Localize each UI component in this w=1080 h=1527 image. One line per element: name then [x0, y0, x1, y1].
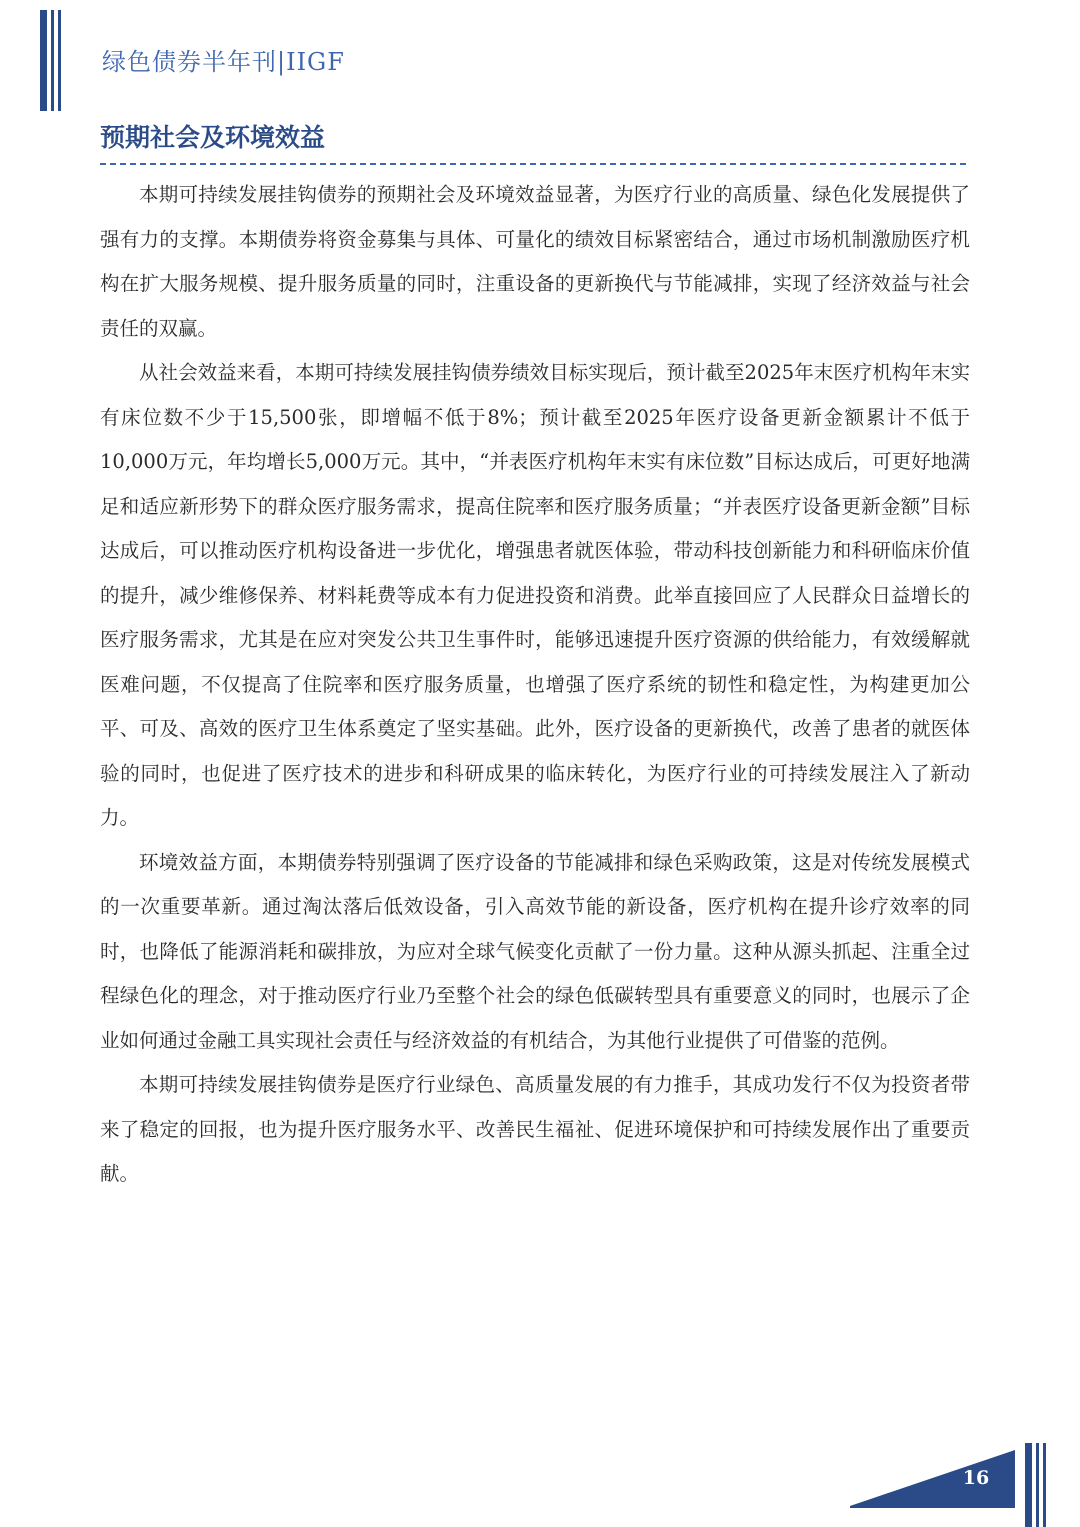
decoration-bar	[1036, 1443, 1039, 1527]
decoration-bar	[1025, 1443, 1032, 1527]
footer-decoration-bars	[1025, 1443, 1046, 1527]
heading-divider	[100, 163, 966, 165]
article-body	[100, 173, 970, 1197]
paragraph: 本期可持续发展挂钩债券的预期社会及环境效益显著，为医疗行业的高质量、绿色化发展提供了强有力的支撑。本期债券将资金募集与具体、可量化的绩效目标紧密结合，通过市场机制激励医疗机构在扩大服务规模、提升服务质量的同时，注重设备的更新换代与节能减排，实现了经济效益与社会责任的双赢。	[100, 183, 970, 340]
page-number: 16	[962, 1467, 990, 1489]
paragraph: 环境效益方面，本期债券特别强调了医疗设备的节能减排和绿色采购政策，这是对传统发展模式的一次重要革新。通过淘汰落后低效设备，引入高效节能的新设备，医疗机构在提升诊疗效率的同时，也降低了能源消耗和碳排放，为应对全球气候变化贡献了一份力量。这种从源头抓起、注重全过程绿色化的理念，对于推动医疗行业乃至整个社会的绿色低碳转型具有重要意义的同时，也展示了企业如何通过金融工具实现社会责任与经济效益的有机结合，为其他行业提供了可借鉴的范例。	[100, 850, 970, 1052]
paragraph: 从社会效益来看，本期可持续发展挂钩债券绩效目标实现后，预计截至2025年末医疗机构年末实有床位数不少于15,500张，即增幅不低于8%；预计截至2025年医疗设备更新金额累计不低于10,000万元，年均增长5,000万元。其中，“并表医疗机构年末实有床位数”目标达成后，可更好地满足和适应新形势下的群众医疗服务需求，提高住院率和医疗服务质量；“并表医疗设备更新金额”目标达成后，可以推动医疗机构设备进一步优化，增强患者就医体验，带动科技创新能力和科研临床价值的提升，减少维修保养、材料耗费等成本有力促进投资和消费。此举直接回应了人民群众日益增长的医疗服务需求，尤其是在应对突发公共卫生事件时，能够迅速提升医疗资源的供给能力，有效缓解就医难问题，不仅提高了住院率和医疗服务质量，也增强了医疗系统的韧性和稳定性，为构建更加公平、可及、高效的医疗卫生体系奠定了坚实基础。此外，医疗设备的更新换代，改善了患者的就医体验的同时，也促进了医疗技术的进步和科研成果的临床转化，为医疗行业的可持续发展注入了新动力。	[100, 361, 970, 829]
decoration-bar	[1043, 1443, 1046, 1527]
section-heading: 预期社会及环境效益	[100, 123, 326, 152]
decoration-bar	[58, 10, 61, 111]
paragraph: 本期可持续发展挂钩债券是医疗行业绿色、高质量发展的有力推手，其成功发行不仅为投资者带来了稳定的回报，也为提升医疗服务水平、改善民生福祉、促进环境保护和可持续发展作出了重要贡献。	[100, 1073, 970, 1185]
journal-title: 绿色债券半年刊|IIGF	[102, 48, 345, 76]
decoration-bar	[40, 10, 47, 111]
header-decoration-bars	[40, 10, 61, 111]
decoration-bar	[51, 10, 54, 111]
